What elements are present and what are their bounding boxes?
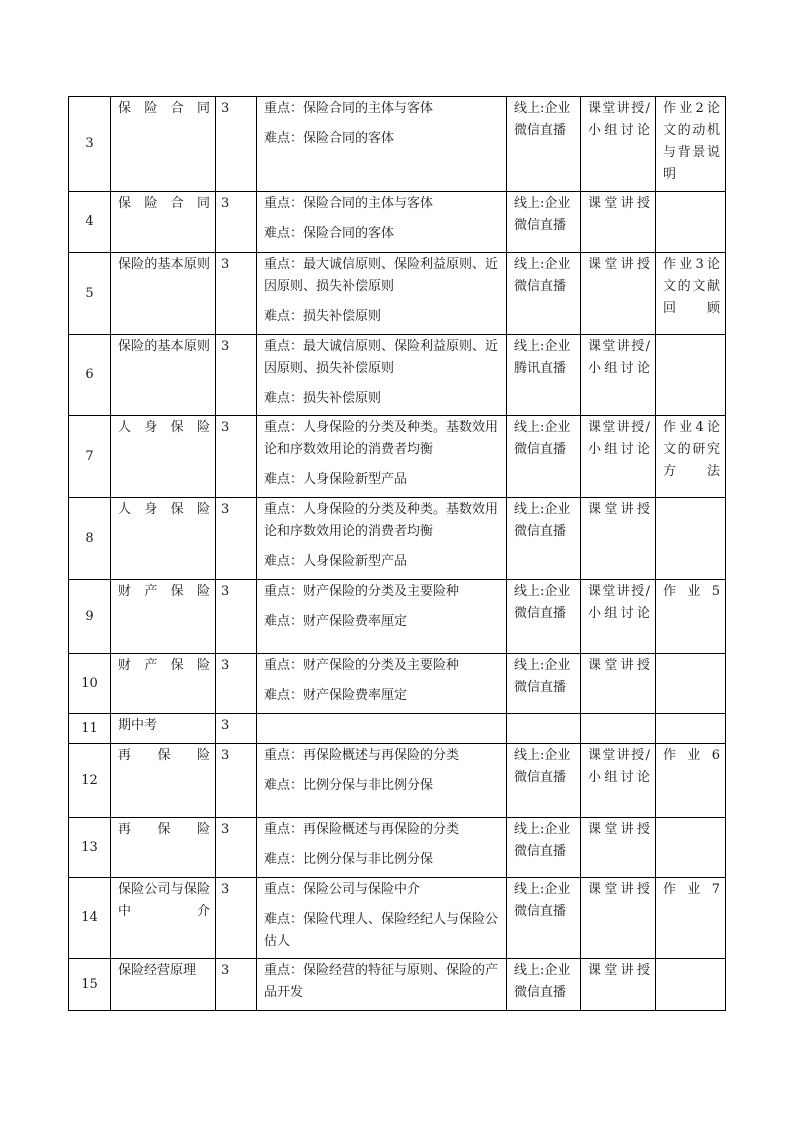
table-row (69, 959, 726, 1011)
homework-cell: 作业6 (656, 744, 726, 818)
method-cell: 课堂讲授 (581, 878, 656, 959)
table-row (69, 744, 726, 818)
key-point: 重点：人身保险的分类及种类。基数效用论和序数效用论的消费者均衡 (264, 420, 499, 457)
difficulty: 难点：保险合同的客体 (264, 131, 395, 146)
key-point: 重点：财产保险的分类及主要险种 (264, 658, 460, 673)
method-cell: 课堂讲授/小组讨论 (581, 97, 656, 192)
course-schedule-table (68, 96, 726, 1011)
table-row (69, 580, 726, 654)
homework-cell (656, 192, 726, 253)
difficulty: 难点：损失补偿原则 (264, 391, 382, 406)
topic-cell: 保险的基本原则 (111, 335, 216, 416)
difficulty: 难点：人身保险新型产品 (264, 554, 408, 569)
difficulty: 难点：保险代理人、保险经纪人与保险公估人 (264, 912, 499, 949)
content-cell (257, 253, 507, 335)
online-mode-cell: 线上:企业微信直播 (507, 818, 581, 878)
homework-cell (656, 959, 726, 1011)
homework-cell (656, 335, 726, 416)
table-row (69, 253, 726, 335)
topic-cell: 保险合同 (111, 97, 216, 192)
hours-cell: 3 (216, 580, 257, 654)
key-point: 重点：再保险概述与再保险的分类 (264, 748, 460, 763)
week-number: 8 (69, 498, 111, 580)
week-number: 4 (69, 192, 111, 253)
method-cell: 课堂讲授 (581, 192, 656, 253)
method-cell: 课堂讲授 (581, 959, 656, 1011)
week-number: 7 (69, 416, 111, 498)
topic-cell: 保险的基本原则 (111, 253, 216, 335)
table-row (69, 654, 726, 714)
hours-cell: 3 (216, 416, 257, 498)
method-cell: 课堂讲授 (581, 818, 656, 878)
topic-cell: 财产保险 (111, 654, 216, 714)
online-mode-cell: 线上:企业微信直播 (507, 192, 581, 253)
week-number: 10 (69, 654, 111, 714)
online-mode-cell (507, 714, 581, 744)
table-row (69, 714, 726, 744)
key-point: 重点：保险公司与保险中介 (264, 882, 421, 897)
topic-cell: 再保险 (111, 744, 216, 818)
method-cell: 课堂讲授/小组讨论 (581, 580, 656, 654)
difficulty: 难点：比例分保与非比例分保 (264, 852, 434, 867)
method-cell: 课堂讲授/小组讨论 (581, 744, 656, 818)
schedule-body (69, 97, 726, 1011)
hours-cell: 3 (216, 192, 257, 253)
difficulty: 难点：财产保险费率厘定 (264, 614, 408, 629)
online-mode-cell: 线上:企业微信直播 (507, 97, 581, 192)
homework-cell (656, 714, 726, 744)
key-point: 重点：最大诚信原则、保险利益原则、近因原则、损失补偿原则 (264, 257, 499, 294)
content-cell (257, 959, 507, 1011)
method-cell: 课堂讲授 (581, 253, 656, 335)
content-cell (257, 498, 507, 580)
difficulty: 难点：财产保险费率厘定 (264, 688, 408, 703)
table-row (69, 878, 726, 959)
online-mode-cell: 线上:企业微信直播 (507, 959, 581, 1011)
method-cell: 课堂讲授/小组讨论 (581, 416, 656, 498)
week-number: 15 (69, 959, 111, 1011)
hours-cell: 3 (216, 714, 257, 744)
content-cell (257, 97, 507, 192)
table-row (69, 192, 726, 253)
table-row (69, 416, 726, 498)
homework-cell: 作业3论文的文献回顾 (656, 253, 726, 335)
homework-cell: 作业5 (656, 580, 726, 654)
method-cell: 课堂讲授 (581, 654, 656, 714)
hours-cell: 3 (216, 97, 257, 192)
week-number: 6 (69, 335, 111, 416)
content-cell (257, 878, 507, 959)
homework-cell: 作业7 (656, 878, 726, 959)
key-point: 重点：人身保险的分类及种类。基数效用论和序数效用论的消费者均衡 (264, 502, 499, 539)
week-number: 9 (69, 580, 111, 654)
difficulty: 难点：损失补偿原则 (264, 309, 382, 324)
week-number: 13 (69, 818, 111, 878)
table-row (69, 818, 726, 878)
difficulty: 难点：保险合同的客体 (264, 226, 395, 241)
topic-cell: 再保险 (111, 818, 216, 878)
week-number: 12 (69, 744, 111, 818)
online-mode-cell: 线上:企业腾讯直播 (507, 335, 581, 416)
difficulty: 难点：人身保险新型产品 (264, 472, 408, 487)
online-mode-cell: 线上:企业微信直播 (507, 253, 581, 335)
content-cell (257, 818, 507, 878)
method-cell: 课堂讲授/小组讨论 (581, 335, 656, 416)
content-cell (257, 654, 507, 714)
key-point: 重点：财产保险的分类及主要险种 (264, 584, 460, 599)
hours-cell: 3 (216, 744, 257, 818)
online-mode-cell: 线上:企业微信直播 (507, 580, 581, 654)
homework-cell (656, 818, 726, 878)
content-cell (257, 580, 507, 654)
week-number: 11 (69, 714, 111, 744)
key-point: 重点：再保险概述与再保险的分类 (264, 822, 460, 837)
topic-cell: 人身保险 (111, 498, 216, 580)
topic-cell: 保险合同 (111, 192, 216, 253)
topic-cell: 人身保险 (111, 416, 216, 498)
hours-cell: 3 (216, 335, 257, 416)
method-cell (581, 714, 656, 744)
week-number: 5 (69, 253, 111, 335)
hours-cell: 3 (216, 818, 257, 878)
table-row (69, 335, 726, 416)
hours-cell: 3 (216, 654, 257, 714)
online-mode-cell: 线上:企业微信直播 (507, 744, 581, 818)
online-mode-cell: 线上:企业微信直播 (507, 498, 581, 580)
online-mode-cell: 线上:企业微信直播 (507, 878, 581, 959)
content-cell (257, 744, 507, 818)
homework-cell: 作业2论文的动机与背景说明 (656, 97, 726, 192)
online-mode-cell: 线上:企业微信直播 (507, 416, 581, 498)
week-number: 3 (69, 97, 111, 192)
hours-cell: 3 (216, 498, 257, 580)
online-mode-cell: 线上:企业微信直播 (507, 654, 581, 714)
homework-cell (656, 498, 726, 580)
topic-cell: 期中考 (111, 714, 216, 744)
homework-cell: 作业4论文的研究方法 (656, 416, 726, 498)
homework-cell (656, 654, 726, 714)
content-cell (257, 416, 507, 498)
content-cell (257, 335, 507, 416)
topic-cell: 保险经营原理 (111, 959, 216, 1011)
hours-cell: 3 (216, 959, 257, 1011)
difficulty: 难点：比例分保与非比例分保 (264, 778, 434, 793)
topic-cell: 财产保险 (111, 580, 216, 654)
method-cell: 课堂讲授 (581, 498, 656, 580)
content-cell (257, 714, 507, 744)
table-row (69, 498, 726, 580)
key-point: 重点：保险经营的特征与原则、保险的产品开发 (264, 963, 499, 1000)
table-row (69, 97, 726, 192)
topic-cell: 保险公司与保险中介 (111, 878, 216, 959)
key-point: 重点：保险合同的主体与客体 (264, 196, 434, 211)
hours-cell: 3 (216, 878, 257, 959)
hours-cell: 3 (216, 253, 257, 335)
key-point: 重点：保险合同的主体与客体 (264, 101, 434, 116)
key-point: 重点：最大诚信原则、保险利益原则、近因原则、损失补偿原则 (264, 339, 499, 376)
week-number: 14 (69, 878, 111, 959)
content-cell (257, 192, 507, 253)
